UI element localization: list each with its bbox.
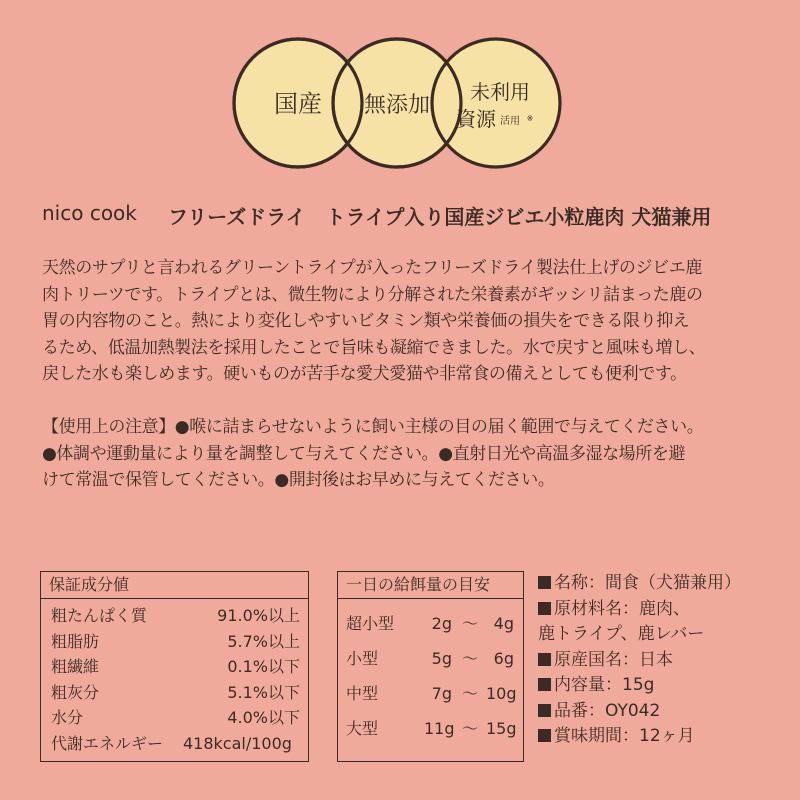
product-headline <box>42 201 782 233</box>
badge-unused-line1: 未利用 <box>470 80 530 104</box>
dog-size: 小型 <box>346 649 379 668</box>
spec-line <box>538 673 788 699</box>
feed-max: 10g <box>486 684 517 703</box>
dog-size: 超小型 <box>346 614 395 633</box>
badge-asterisk: ※ <box>526 114 534 123</box>
spec-text: 品番：OY042 <box>554 700 661 721</box>
description-line: るため、低温加熱製法を採用したことで旨味も凝縮できました。水で戻すと風味も増し、 <box>42 337 706 358</box>
nutrition-table <box>40 571 309 762</box>
feed-max: 6g <box>493 649 514 668</box>
nutrient-value: 0.1%以下 <box>227 657 300 676</box>
nutrient-label: 粗灰分 <box>51 682 100 702</box>
nutrient-label: 水分 <box>51 708 84 727</box>
description-line: 天然のサプリと言われるグリーントライプが入ったフリーズドライ製法仕上げのジビエ鹿 <box>42 258 702 278</box>
nutrition-row <box>41 654 308 680</box>
product-title: フリーズドライ トライプ入り国産ジビエ小粒鹿肉 犬猫兼用 <box>168 205 712 229</box>
nutrient-value: 5.1%以下 <box>227 682 300 702</box>
spec-text: 賞味期間：12ヶ月 <box>554 726 695 746</box>
nutrition-row <box>41 731 308 757</box>
feeding-row <box>338 641 523 676</box>
brand-name: nico cook <box>42 201 137 225</box>
caution-line: けて常温で保管してください。●開封後はお早めに与えてください。 <box>42 470 555 490</box>
bullet-square-icon <box>538 729 551 742</box>
spec-line <box>538 597 788 623</box>
caution-line: 【使用上の注意】●喉に詰まらせないように飼い主様の目の届く範囲で与えてください。 <box>42 417 704 437</box>
spec-text: 内容量：15g <box>554 675 655 695</box>
nutrient-value: 418kcal/100g <box>183 733 292 753</box>
dog-size: 大型 <box>346 719 379 738</box>
description-line: 戻した水も楽しめます。硬いものが苦手な愛犬愛猫や非常食の備えとしても便利です。 <box>42 364 687 384</box>
nutrition-row <box>41 680 308 706</box>
feed-min: 2g <box>431 614 452 633</box>
spec-line <box>538 622 788 648</box>
bullet-square-icon <box>538 602 551 615</box>
usage-caution <box>42 414 770 494</box>
nutrient-label: 粗たんぱく質 <box>51 606 148 625</box>
dog-size: 中型 <box>346 684 379 703</box>
spec-text: 鹿トライプ、鹿レバー <box>538 624 705 644</box>
spec-line <box>538 699 788 725</box>
nutrition-row <box>41 603 308 629</box>
description-line: 肉トリーツです。トライプとは、微生物により分解された栄養素がギッシリ詰まった鹿の <box>42 284 703 305</box>
feeding-row <box>338 606 523 641</box>
badge-unused-line2: 資源 <box>456 107 496 131</box>
feed-min: 7g <box>431 684 452 703</box>
product-specs <box>538 571 788 750</box>
spec-line <box>538 571 788 597</box>
feed-min: 11g <box>424 719 455 738</box>
spec-text: 名称：間食（犬猫兼用） <box>554 573 741 593</box>
description-line: 胃の内容物のこと。熱により変化しやすいビタミン類や栄養価の損失をできる限り抑え <box>42 311 690 331</box>
feeding-guide-table <box>337 571 524 762</box>
range-tilde: 〜 <box>462 614 479 633</box>
bullet-square-icon <box>538 678 551 691</box>
feed-max: 15g <box>486 719 517 738</box>
range-tilde: 〜 <box>462 684 479 703</box>
range-tilde: 〜 <box>462 649 479 668</box>
nutrient-label: 粗繊維 <box>51 657 100 676</box>
spec-line <box>538 724 788 750</box>
product-description <box>42 255 770 388</box>
spec-text: 原産国名：日本 <box>554 649 673 670</box>
feeding-row <box>338 676 523 711</box>
nutrient-value: 5.7%以上 <box>227 631 300 651</box>
feeding-header: 一日の給餌量の目安 <box>338 572 523 599</box>
feed-max: 4g <box>493 614 514 633</box>
badge-unused-small: 活用 <box>500 116 520 127</box>
nutrient-value: 4.0%以下 <box>227 708 300 727</box>
badge-domestic-text: 国産 <box>274 90 322 118</box>
nutrition-row <box>41 705 308 731</box>
nutrition-row <box>41 629 308 655</box>
spec-text: 原材料名：鹿肉、 <box>554 598 690 619</box>
badge-additive-free-text: 無添加 <box>363 93 431 118</box>
feeding-row <box>338 711 523 746</box>
caution-line: ●体調や運動量により量を調整して与えてください。●直射日光や高温多湿な場所を避 <box>42 443 686 464</box>
nutrient-value: 91.0%以上 <box>217 606 300 625</box>
bullet-square-icon <box>538 653 551 666</box>
nutrition-header: 保証成分値 <box>41 572 308 599</box>
nutrient-label: 代謝エネルギー <box>51 733 164 753</box>
bullet-square-icon <box>538 576 551 589</box>
feed-min: 5g <box>431 649 452 668</box>
range-tilde: 〜 <box>462 719 479 738</box>
nutrient-label: 粗脂肪 <box>51 631 100 651</box>
bullet-square-icon <box>538 704 551 717</box>
spec-line <box>538 648 788 674</box>
feature-badges <box>0 0 800 190</box>
